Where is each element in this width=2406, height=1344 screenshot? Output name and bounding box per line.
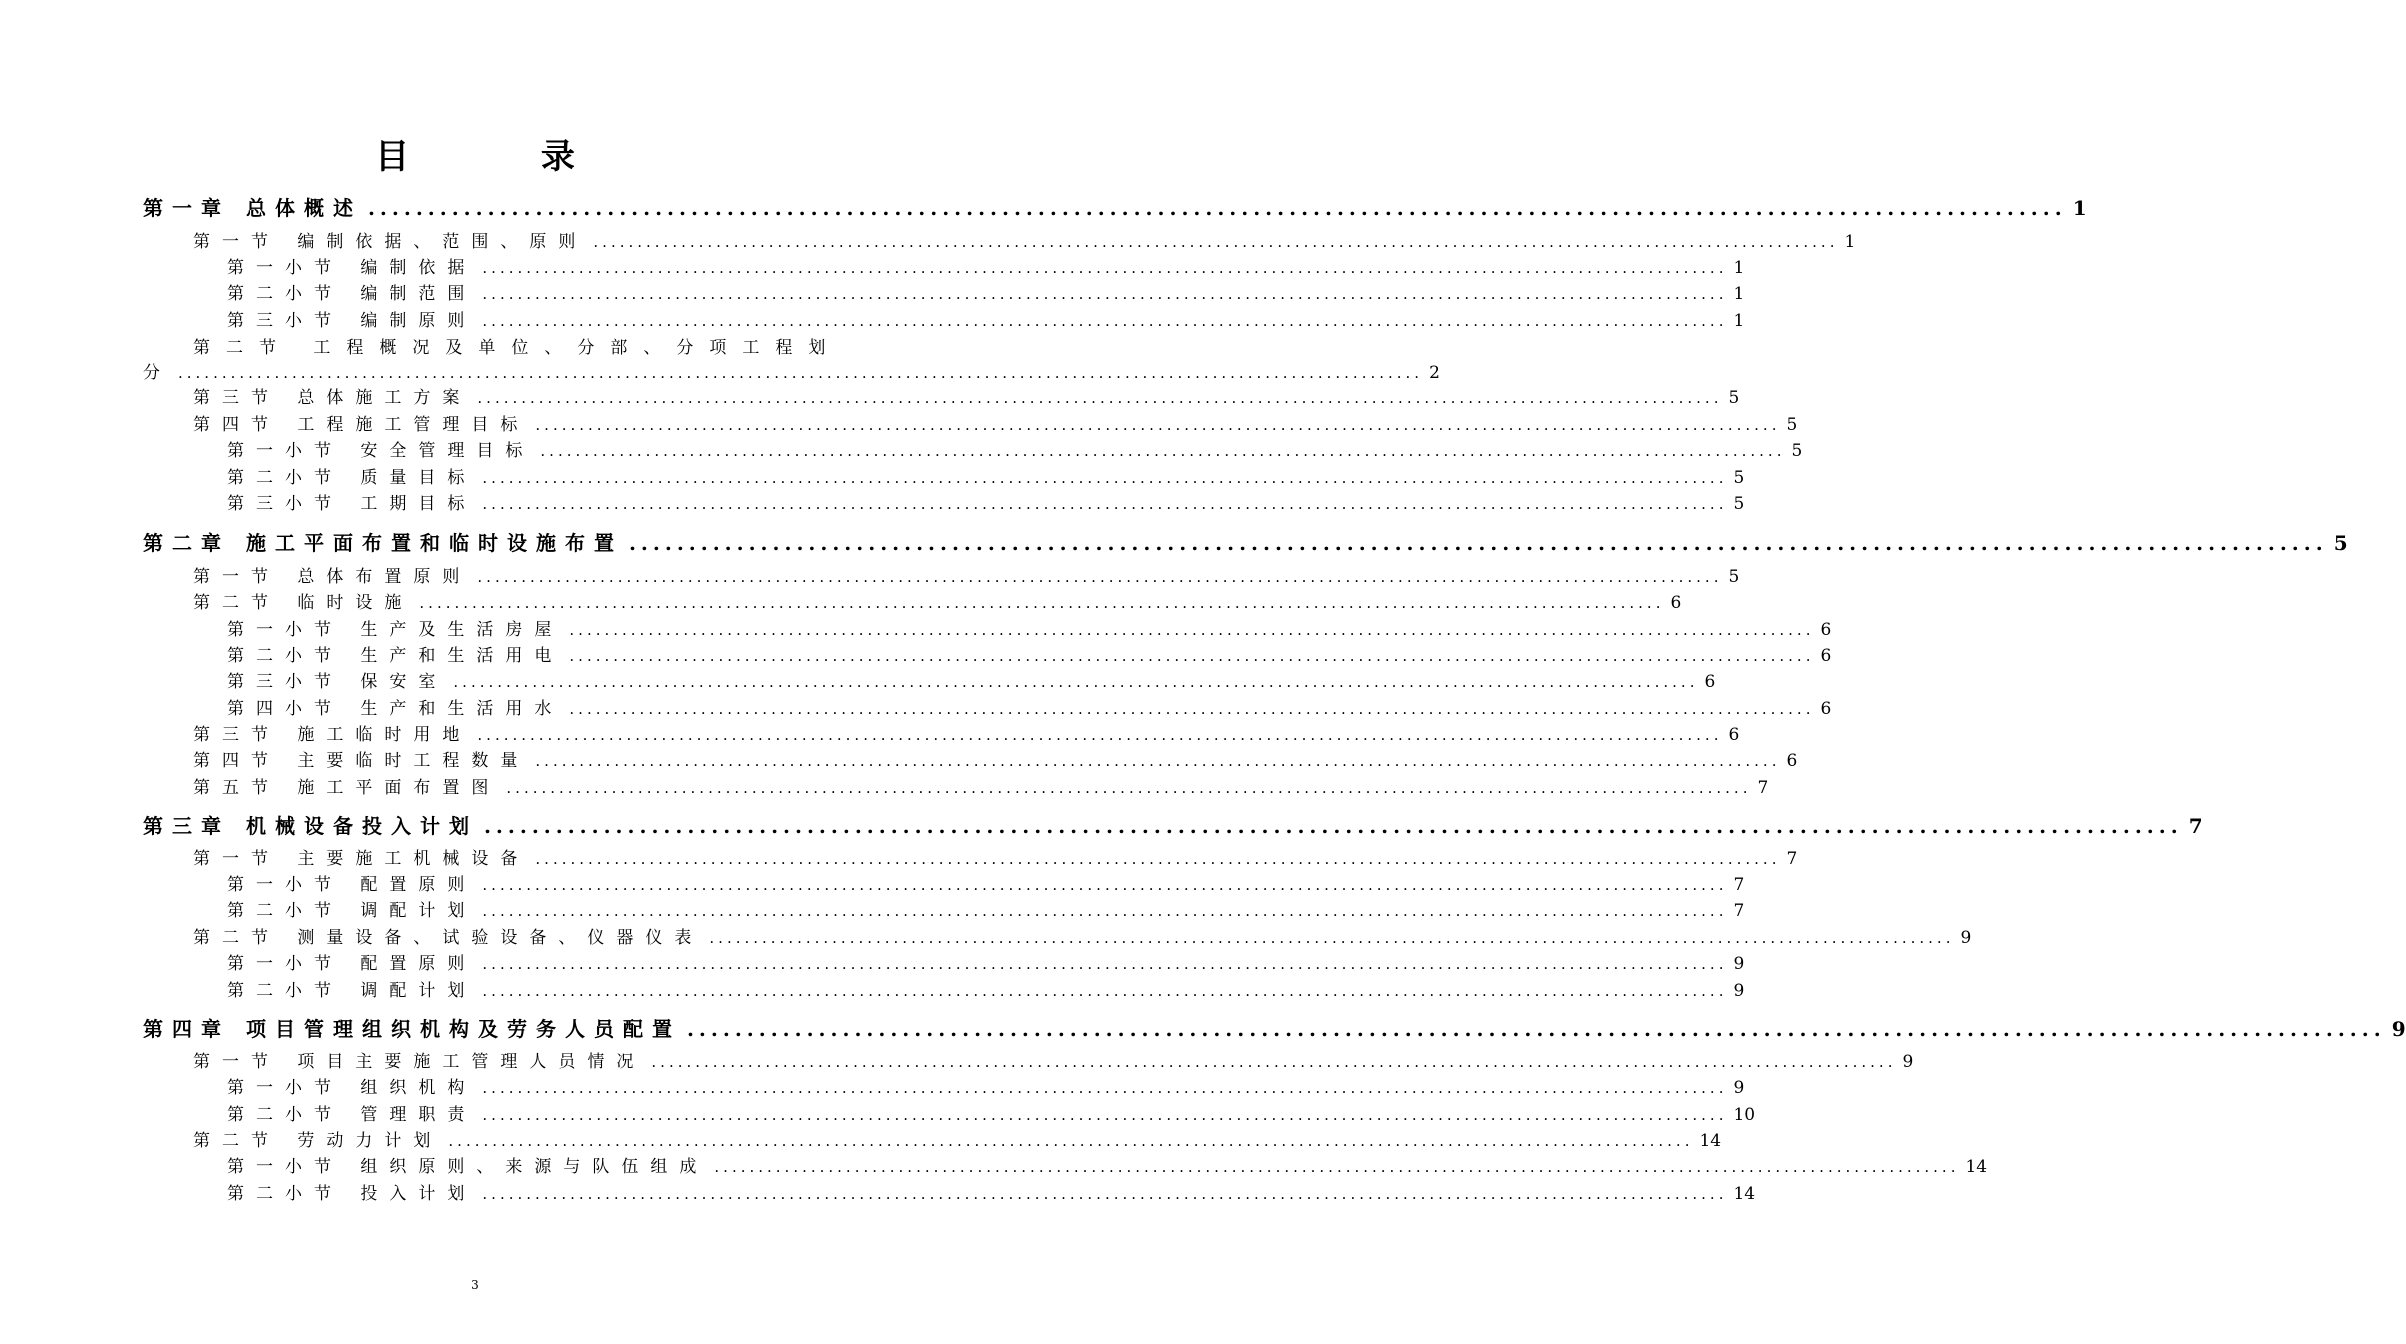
toc-subsection-entry[interactable] (227, 465, 1745, 491)
toc-leader-dots: .............................................................................................................................................. (628, 531, 2328, 555)
toc-leader-dots: .............................................................................................................................................. (569, 647, 1815, 665)
toc-subsection-entry[interactable] (227, 308, 1745, 334)
toc-leader-dots: .............................................................................................................................................. (593, 233, 1839, 251)
toc-subsection-entry[interactable] (227, 872, 1745, 898)
toc-entry-label: 第一小节 组织机构 (227, 1078, 477, 1098)
toc-leader-dots: .............................................................................................................................................. (535, 752, 1781, 770)
toc-page-number: 6 (1704, 672, 1716, 692)
toc-section-entry[interactable] (193, 925, 1972, 951)
toc-subsection-entry[interactable] (227, 643, 1832, 669)
toc-leader-dots: .............................................................................................................................................. (482, 1185, 1728, 1203)
toc-entry-label: 第四节 主要临时工程数量 (193, 751, 530, 771)
toc-leader-dots: .............................................................................................................................................. (569, 621, 1815, 639)
toc-entry-label: 第二小节 编制范围 (227, 284, 477, 304)
page-number: 3 (471, 1278, 479, 1292)
toc-chapter-entry[interactable] (143, 193, 2087, 223)
toc-page-number: 6 (1728, 725, 1740, 745)
toc-entry-label: 第三小节 工期目标 (227, 494, 477, 514)
toc-page-number: 5 (1728, 567, 1740, 587)
toc-page-number: 9 (2391, 1017, 2406, 1041)
toc-leader-dots: .............................................................................................................................................. (482, 259, 1728, 277)
toc-entry-label: 第二节 测量设备、试验设备、仪器仪表 (193, 928, 704, 948)
toc-entry-label: 第二小节 质量目标 (227, 468, 477, 488)
toc-section-entry[interactable] (193, 385, 1740, 411)
toc-entry-label: 第二小节 管理职责 (227, 1105, 477, 1125)
toc-page-number: 6 (1786, 751, 1798, 771)
toc-page-number: 9 (1733, 981, 1745, 1001)
toc-leader-dots: .............................................................................................................................................. (482, 469, 1728, 487)
toc-entry-label: 第一小节 配置原则 (227, 954, 477, 974)
toc-subsection-entry[interactable] (227, 1154, 1988, 1180)
toc-leader-dots: .............................................................................................................................................. (477, 568, 1723, 586)
toc-title: 目 录 (375, 137, 635, 177)
toc-leader-dots: .............................................................................................................................................. (482, 312, 1728, 330)
toc-section-entry[interactable] (193, 590, 1682, 616)
toc-entry-label: 第一小节 配置原则 (227, 875, 477, 895)
toc-leader-dots: .............................................................................................................................................. (482, 955, 1728, 973)
toc-page-number: 14 (1965, 1157, 1988, 1177)
toc-entry-label: 第三节 施工临时用地 (193, 725, 472, 745)
toc-subsection-entry[interactable] (227, 281, 1745, 307)
toc-leader-dots: .............................................................................................................................................. (506, 779, 1752, 797)
toc-entry-label: 第二小节 投入计划 (227, 1184, 477, 1204)
toc-entry-label: 第一小节 组织原则、来源与队伍组成 (227, 1157, 709, 1177)
toc-page-number: 10 (1733, 1105, 1756, 1125)
toc-page-number: 7 (2188, 814, 2203, 838)
toc-page-number: 9 (1960, 928, 1972, 948)
toc-page-number: 5 (1728, 388, 1740, 408)
toc-leader-dots: .............................................................................................................................................. (482, 982, 1728, 1000)
toc-leader-dots: .............................................................................................................................................. (540, 442, 1786, 460)
toc-section-entry[interactable] (193, 412, 1798, 438)
toc-leader-dots: .............................................................................................................................................. (448, 1132, 1694, 1150)
toc-page-number: 7 (1733, 875, 1745, 895)
toc-entry-label: 第一节 总体布置原则 (193, 567, 472, 587)
toc-leader-dots: .............................................................................................................................................. (569, 700, 1815, 718)
toc-subsection-entry[interactable] (227, 978, 1745, 1004)
toc-section-entry[interactable] (193, 722, 1740, 748)
toc-section-entry[interactable] (193, 229, 1856, 255)
toc-subsection-entry[interactable] (227, 951, 1745, 977)
toc-entry-label: 第二小节 调配计划 (227, 981, 477, 1001)
toc-entry-label: 第一节 主要施工机械设备 (193, 849, 530, 869)
toc-page-number: 7 (1733, 901, 1745, 921)
toc-entry-label: 第三小节 编制原则 (227, 311, 477, 331)
toc-subsection-entry[interactable] (227, 898, 1745, 924)
toc-subsection-entry[interactable] (227, 1181, 1756, 1207)
toc-section-entry-continuation[interactable] (143, 360, 1440, 386)
toc-entry-label: 第三节 总体施工方案 (193, 388, 472, 408)
toc-leader-dots: .............................................................................................................................................. (482, 876, 1728, 894)
toc-leader-dots: .............................................................................................................................................. (477, 726, 1723, 744)
toc-leader-dots: .............................................................................................................................................. (686, 1017, 2386, 1041)
toc-entry-label: 第四小节 生产和生活用水 (227, 699, 564, 719)
toc-leader-dots: .............................................................................................................................................. (714, 1158, 1960, 1176)
toc-page-number: 5 (2333, 531, 2348, 555)
toc-leader-dots: .............................................................................................................................................. (419, 594, 1665, 612)
toc-page-number: 1 (1733, 311, 1745, 331)
toc-entry-label: 第二节 劳动力计划 (193, 1131, 443, 1151)
toc-chapter-entry[interactable] (143, 811, 2203, 841)
toc-entry-label: 第四节 工程施工管理目标 (193, 415, 530, 435)
toc-page-number: 2 (1429, 363, 1440, 383)
toc-leader-dots: .............................................................................................................................................. (482, 285, 1728, 303)
toc-leader-dots: .............................................................................................................................................. (453, 673, 1699, 691)
toc-entry-label: 第一小节 安全管理目标 (227, 441, 535, 461)
toc-section-entry[interactable]: 第二节 工程概况及单位、分部、分项工程划 (193, 338, 842, 358)
toc-leader-dots: .............................................................................................................................................. (178, 364, 1424, 382)
toc-leader-dots: .............................................................................................................................................. (482, 1079, 1728, 1097)
toc-page-number: 14 (1733, 1184, 1756, 1204)
toc-leader-dots: .............................................................................................................................................. (482, 1106, 1728, 1124)
toc-subsection-entry[interactable] (227, 1102, 1756, 1128)
toc-page-number: 7 (1786, 849, 1798, 869)
toc-leader-dots: .............................................................................................................................................. (483, 814, 2183, 838)
toc-section-entry[interactable] (193, 748, 1798, 774)
toc-page-number: 1 (2072, 196, 2087, 220)
toc-subsection-entry[interactable] (227, 438, 1803, 464)
toc-entry-label: 第二小节 调配计划 (227, 901, 477, 921)
toc-subsection-entry[interactable] (227, 1075, 1745, 1101)
toc-page-number: 1 (1733, 258, 1745, 278)
toc-section-entry[interactable] (193, 1128, 1722, 1154)
toc-leader-dots: .............................................................................................................................................. (482, 495, 1728, 513)
toc-entry-label: 第二章 施工平面布置和临时设施布置 (143, 531, 623, 555)
toc-subsection-entry[interactable] (227, 696, 1832, 722)
toc-leader-dots: .............................................................................................................................................. (709, 929, 1955, 947)
toc-entry-label: 第一节 编制依据、范围、原则 (193, 232, 588, 252)
toc-section-entry[interactable] (193, 564, 1740, 590)
toc-leader-dots: .............................................................................................................................................. (482, 902, 1728, 920)
toc-entry-label: 第四章 项目管理组织机构及劳务人员配置 (143, 1017, 681, 1041)
toc-page-number: 7 (1757, 778, 1769, 798)
toc-section-entry[interactable] (193, 846, 1798, 872)
toc-page-number: 9 (1733, 954, 1745, 974)
toc-page-number: 14 (1699, 1131, 1722, 1151)
toc-chapter-entry[interactable] (143, 1014, 2406, 1044)
toc-page-number: 5 (1733, 468, 1745, 488)
toc-page-number: 6 (1820, 646, 1832, 666)
toc-leader-dots: .............................................................................................................................................. (535, 850, 1781, 868)
toc-subsection-entry[interactable] (227, 669, 1716, 695)
toc-page-number: 5 (1786, 415, 1798, 435)
toc-entry-label: 第三小节 保安室 (227, 672, 448, 692)
toc-entry-label: 第五节 施工平面布置图 (193, 778, 501, 798)
toc-section-entry[interactable] (193, 775, 1769, 801)
toc-entry-label: 第一小节 编制依据 (227, 258, 477, 278)
toc-subsection-entry[interactable] (227, 491, 1745, 517)
toc-page-number: 5 (1791, 441, 1803, 461)
toc-entry-label: 第一小节 生产及生活房屋 (227, 620, 564, 640)
toc-leader-dots: .............................................................................................................................................. (535, 416, 1781, 434)
toc-page-number: 6 (1820, 699, 1832, 719)
toc-entry-label: 第三章 机械设备投入计划 (143, 814, 478, 838)
toc-page-number: 9 (1902, 1052, 1914, 1072)
toc-subsection-entry[interactable] (227, 255, 1745, 281)
toc-page-number: 1 (1844, 232, 1856, 252)
toc-section-entry[interactable] (193, 1049, 1914, 1075)
toc-entry-label: 分 (143, 363, 172, 383)
toc-entry-label: 第一节 项目主要施工管理人员情况 (193, 1052, 646, 1072)
toc-leader-dots: .............................................................................................................................................. (367, 196, 2067, 220)
toc-page-number: 6 (1820, 620, 1832, 640)
toc-page-number: 9 (1733, 1078, 1745, 1098)
toc-leader-dots: .............................................................................................................................................. (651, 1053, 1897, 1071)
toc-entry-label: 第二节 临时设施 (193, 593, 414, 613)
toc-subsection-entry[interactable] (227, 617, 1832, 643)
toc-leader-dots: .............................................................................................................................................. (477, 389, 1723, 407)
toc-page-number: 6 (1670, 593, 1682, 613)
toc-page-number: 1 (1733, 284, 1745, 304)
toc-page-number: 5 (1733, 494, 1745, 514)
toc-chapter-entry[interactable] (143, 528, 2348, 558)
toc-entry-label: 第一章 总体概述 (143, 196, 362, 220)
toc-entry-label: 第二小节 生产和生活用电 (227, 646, 564, 666)
